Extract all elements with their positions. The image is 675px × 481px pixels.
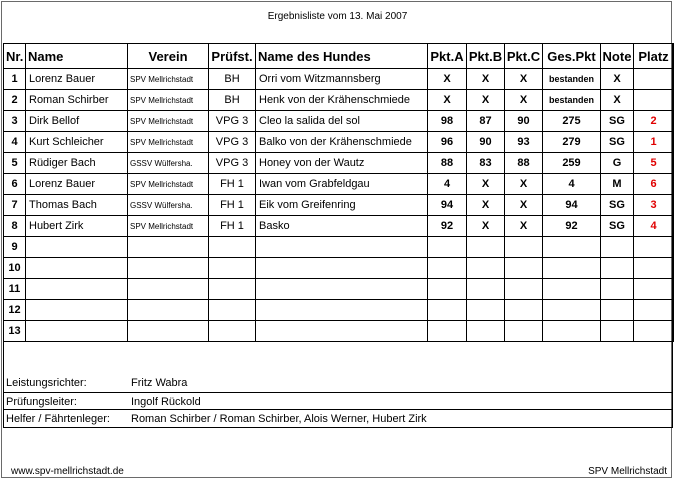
row-ges-pkt: 279	[543, 132, 601, 153]
row-pkt-b	[467, 300, 505, 321]
row-pkt-a: 98	[428, 111, 467, 132]
row-pkt-c: X	[505, 174, 543, 195]
row-pruefst: BH	[209, 90, 256, 111]
table-row	[4, 258, 674, 279]
row-pkt-c: 90	[505, 111, 543, 132]
row-name: Rüdiger Bach	[26, 153, 128, 174]
row-pruefst: VPG 3	[209, 153, 256, 174]
row-pkt-c: X	[505, 195, 543, 216]
col-header-ges-pkt: Ges.Pkt	[543, 44, 601, 69]
row-pruefst: FH 1	[209, 195, 256, 216]
row-verein	[128, 321, 209, 342]
footer-club: SPV Mellrichstadt	[588, 466, 667, 477]
row-nr: 9	[4, 237, 26, 258]
row-pruefst: VPG 3	[209, 132, 256, 153]
row-note	[601, 279, 634, 300]
row-name: Hubert Zirk	[26, 216, 128, 237]
table-row	[4, 279, 674, 300]
row-pkt-b: X	[467, 195, 505, 216]
row-pkt-b: X	[467, 216, 505, 237]
row-ges-pkt: 92	[543, 216, 601, 237]
row-name: Thomas Bach	[26, 195, 128, 216]
row-note: X	[601, 69, 634, 90]
officials-divider	[3, 427, 673, 428]
row-pruefst	[209, 300, 256, 321]
row-platz: 5	[634, 153, 674, 174]
row-platz: 4	[634, 216, 674, 237]
row-pkt-b	[467, 321, 505, 342]
row-pkt-c	[505, 321, 543, 342]
row-nr: 1	[4, 69, 26, 90]
row-name	[26, 279, 128, 300]
row-pkt-c	[505, 258, 543, 279]
row-hund	[256, 258, 428, 279]
header-row	[4, 44, 674, 69]
row-nr: 4	[4, 132, 26, 153]
row-platz: 2	[634, 111, 674, 132]
officials-divider	[3, 409, 673, 410]
row-hund: Eik vom Greifenring	[256, 195, 428, 216]
row-hund	[256, 279, 428, 300]
row-pkt-a	[428, 237, 467, 258]
row-nr: 10	[4, 258, 26, 279]
row-ges-pkt: bestanden	[543, 69, 601, 90]
row-ges-pkt: 94	[543, 195, 601, 216]
table-row	[4, 90, 674, 111]
row-pkt-c	[505, 300, 543, 321]
row-nr: 11	[4, 279, 26, 300]
table-row	[4, 174, 674, 195]
row-pruefst	[209, 237, 256, 258]
row-pkt-b: 90	[467, 132, 505, 153]
row-note	[601, 300, 634, 321]
row-pkt-c: X	[505, 216, 543, 237]
row-note: M	[601, 174, 634, 195]
table-row	[4, 132, 674, 153]
col-header-verein: Verein	[128, 44, 209, 69]
row-ges-pkt: 259	[543, 153, 601, 174]
row-pruefst	[209, 321, 256, 342]
row-name	[26, 321, 128, 342]
row-verein: SPV Mellrichstadt	[128, 90, 209, 111]
row-ges-pkt	[543, 300, 601, 321]
row-pkt-b: X	[467, 174, 505, 195]
row-name: Dirk Bellof	[26, 111, 128, 132]
row-platz	[634, 279, 674, 300]
row-nr: 12	[4, 300, 26, 321]
row-pkt-a: X	[428, 90, 467, 111]
row-pkt-b: X	[467, 90, 505, 111]
row-pruefst	[209, 258, 256, 279]
row-ges-pkt	[543, 237, 601, 258]
row-pkt-c: X	[505, 90, 543, 111]
row-pkt-c	[505, 279, 543, 300]
row-hund	[256, 237, 428, 258]
row-platz: 6	[634, 174, 674, 195]
table-right-border	[672, 43, 673, 427]
row-pkt-a	[428, 279, 467, 300]
row-note: SG	[601, 132, 634, 153]
results-table	[3, 43, 674, 342]
row-name	[26, 300, 128, 321]
row-pkt-c	[505, 237, 543, 258]
row-pkt-c: X	[505, 69, 543, 90]
row-hund	[256, 321, 428, 342]
row-ges-pkt: 4	[543, 174, 601, 195]
row-platz	[634, 69, 674, 90]
row-note: SG	[601, 216, 634, 237]
table-row	[4, 321, 674, 342]
table-row	[4, 153, 674, 174]
col-header-pkt-c: Pkt.C	[505, 44, 543, 69]
row-hund: Henk von der Krähenschmiede	[256, 90, 428, 111]
row-hund: Balko von der Krähenschmiede	[256, 132, 428, 153]
row-verein: SPV Mellrichstadt	[128, 69, 209, 90]
row-ges-pkt	[543, 321, 601, 342]
table-row	[4, 216, 674, 237]
col-header-note: Note	[601, 44, 634, 69]
row-pkt-a: 96	[428, 132, 467, 153]
richter-value: Fritz Wabra	[131, 377, 188, 389]
row-name: Roman Schirber	[26, 90, 128, 111]
helfer-value: Roman Schirber / Roman Schirber, Alois Werner, Hubert Zirk	[131, 413, 427, 425]
row-pkt-a	[428, 300, 467, 321]
row-name: Kurt Schleicher	[26, 132, 128, 153]
row-pkt-b	[467, 279, 505, 300]
row-verein: SPV Mellrichstadt	[128, 111, 209, 132]
row-name: Lorenz Bauer	[26, 69, 128, 90]
row-pruefst: BH	[209, 69, 256, 90]
row-pkt-c: 88	[505, 153, 543, 174]
row-verein: SPV Mellrichstadt	[128, 174, 209, 195]
row-note: G	[601, 153, 634, 174]
table-row	[4, 69, 674, 90]
row-verein: GSSV Wülfersha.	[128, 195, 209, 216]
col-header-platz: Platz	[634, 44, 674, 69]
row-pkt-b: 87	[467, 111, 505, 132]
row-nr: 2	[4, 90, 26, 111]
row-nr: 5	[4, 153, 26, 174]
helfer-label: Helfer / Fährtenleger:	[6, 413, 110, 425]
row-nr: 7	[4, 195, 26, 216]
officials-divider	[3, 392, 673, 393]
row-pkt-b	[467, 237, 505, 258]
row-nr: 3	[4, 111, 26, 132]
row-pruefst	[209, 279, 256, 300]
row-hund: Cleo la salida del sol	[256, 111, 428, 132]
row-pkt-a: 4	[428, 174, 467, 195]
row-hund	[256, 300, 428, 321]
row-platz	[634, 321, 674, 342]
row-hund: Orri vom Witzmannsberg	[256, 69, 428, 90]
row-note	[601, 321, 634, 342]
row-pkt-a: X	[428, 69, 467, 90]
row-pkt-b: 83	[467, 153, 505, 174]
row-note	[601, 237, 634, 258]
row-name	[26, 258, 128, 279]
row-pkt-a	[428, 258, 467, 279]
table-row	[4, 300, 674, 321]
col-header-pkt-b: Pkt.B	[467, 44, 505, 69]
row-verein	[128, 237, 209, 258]
row-pkt-a: 94	[428, 195, 467, 216]
footer-website-link[interactable]: www.spv-mellrichstadt.de	[11, 466, 124, 477]
row-ges-pkt: bestanden	[543, 90, 601, 111]
row-nr: 13	[4, 321, 26, 342]
row-ges-pkt: 275	[543, 111, 601, 132]
table-left-border	[3, 43, 4, 427]
row-pkt-c: 93	[505, 132, 543, 153]
row-name: Lorenz Bauer	[26, 174, 128, 195]
row-platz: 1	[634, 132, 674, 153]
row-pruefst: VPG 3	[209, 111, 256, 132]
page-title: Ergebnisliste vom 13. Mai 2007	[267, 11, 408, 22]
leiter-value: Ingolf Rückold	[131, 396, 201, 408]
col-header-hund: Name des Hundes	[256, 44, 428, 69]
row-verein: SPV Mellrichstadt	[128, 132, 209, 153]
row-platz	[634, 237, 674, 258]
table-row	[4, 111, 674, 132]
row-pruefst: FH 1	[209, 216, 256, 237]
col-header-pkt-a: Pkt.A	[428, 44, 467, 69]
row-verein	[128, 300, 209, 321]
row-name	[26, 237, 128, 258]
col-header-pruefst: Prüfst.	[209, 44, 256, 69]
row-pkt-b: X	[467, 69, 505, 90]
row-hund: Honey von der Wautz	[256, 153, 428, 174]
row-platz	[634, 258, 674, 279]
col-header-name: Name	[26, 44, 128, 69]
table-row	[4, 237, 674, 258]
row-note: SG	[601, 195, 634, 216]
row-ges-pkt	[543, 258, 601, 279]
row-pkt-a: 92	[428, 216, 467, 237]
row-verein: SPV Mellrichstadt	[128, 216, 209, 237]
row-note	[601, 258, 634, 279]
row-hund: Basko	[256, 216, 428, 237]
row-nr: 6	[4, 174, 26, 195]
row-pkt-a	[428, 321, 467, 342]
row-pkt-b	[467, 258, 505, 279]
row-ges-pkt	[543, 279, 601, 300]
row-pkt-a: 88	[428, 153, 467, 174]
row-note: X	[601, 90, 634, 111]
row-hund: Iwan vom Grabfeldgau	[256, 174, 428, 195]
row-platz: 3	[634, 195, 674, 216]
table-row	[4, 195, 674, 216]
row-nr: 8	[4, 216, 26, 237]
richter-label: Leistungsrichter:	[6, 377, 87, 389]
row-verein: GSSV Wülfersha.	[128, 153, 209, 174]
leiter-label: Prüfungsleiter:	[6, 396, 77, 408]
row-platz	[634, 90, 674, 111]
row-verein	[128, 258, 209, 279]
row-note: SG	[601, 111, 634, 132]
row-verein	[128, 279, 209, 300]
row-platz	[634, 300, 674, 321]
row-pruefst: FH 1	[209, 174, 256, 195]
col-header-nr: Nr.	[4, 44, 26, 69]
